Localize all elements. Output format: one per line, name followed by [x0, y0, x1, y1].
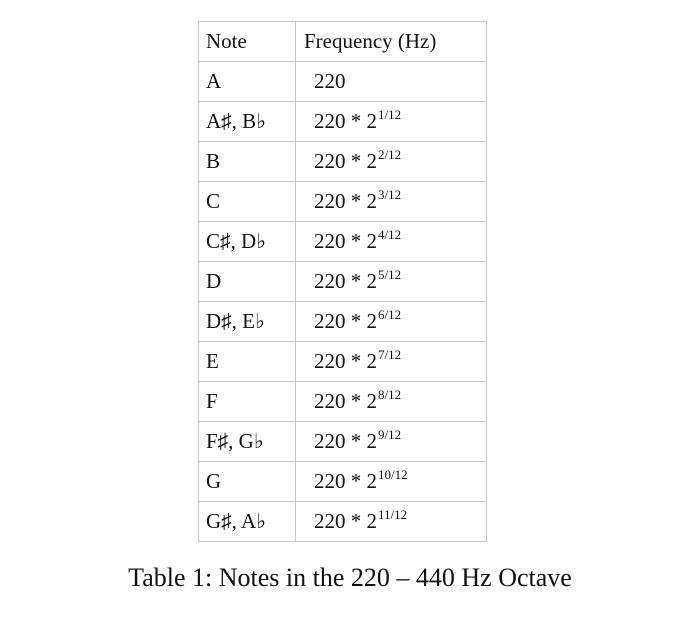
note-cell: D — [199, 262, 296, 302]
frequency-base: 220 — [314, 69, 346, 93]
note-cell: D♯, E♭ — [199, 302, 296, 342]
frequency-base: 220 * 2 — [314, 349, 377, 373]
frequency-exponent: 5/12 — [378, 267, 402, 282]
frequency-base: 220 * 2 — [314, 389, 377, 413]
frequency-cell — [296, 502, 487, 542]
frequency-cell — [296, 262, 487, 302]
notes-frequency-table — [198, 21, 487, 542]
frequency-cell — [296, 422, 487, 462]
note-cell: E — [199, 342, 296, 382]
frequency-exponent: 7/12 — [378, 347, 402, 362]
table-row — [199, 102, 487, 142]
frequency-cell — [296, 182, 487, 222]
table-body — [199, 62, 487, 542]
frequency-exponent: 6/12 — [378, 307, 402, 322]
frequency-base: 220 * 2 — [314, 189, 377, 213]
frequency-base: 220 * 2 — [314, 429, 377, 453]
frequency-exponent: 11/12 — [378, 507, 408, 522]
frequency-cell — [296, 462, 487, 502]
frequency-exponent: 9/12 — [378, 427, 402, 442]
note-cell: F — [199, 382, 296, 422]
table-header-row — [199, 22, 487, 62]
table-row — [199, 462, 487, 502]
note-cell: G♯, A♭ — [199, 502, 296, 542]
frequency-base: 220 * 2 — [314, 269, 377, 293]
table-row — [199, 382, 487, 422]
table-row — [199, 222, 487, 262]
frequency-base: 220 * 2 — [314, 109, 377, 133]
note-column-header: Note — [199, 22, 296, 62]
note-cell: A♯, B♭ — [199, 102, 296, 142]
note-cell: C — [199, 182, 296, 222]
note-cell: B — [199, 142, 296, 182]
frequency-cell — [296, 382, 487, 422]
table-row — [199, 502, 487, 542]
table-row — [199, 182, 487, 222]
frequency-base: 220 * 2 — [314, 509, 377, 533]
frequency-cell — [296, 62, 487, 102]
note-cell: C♯, D♭ — [199, 222, 296, 262]
note-cell: G — [199, 462, 296, 502]
frequency-exponent: 10/12 — [378, 467, 408, 482]
table-row — [199, 342, 487, 382]
table-row — [199, 142, 487, 182]
frequency-exponent: 8/12 — [378, 387, 402, 402]
frequency-base: 220 * 2 — [314, 149, 377, 173]
note-cell: F♯, G♭ — [199, 422, 296, 462]
frequency-base: 220 * 2 — [314, 469, 377, 493]
frequency-cell — [296, 342, 487, 382]
frequency-column-header: Frequency (Hz) — [296, 22, 487, 62]
frequency-exponent: 2/12 — [378, 147, 402, 162]
table-row — [199, 302, 487, 342]
table-row — [199, 422, 487, 462]
table-row — [199, 262, 487, 302]
frequency-exponent: 1/12 — [378, 107, 402, 122]
table-row — [199, 62, 487, 102]
frequency-exponent: 3/12 — [378, 187, 402, 202]
note-cell: A — [199, 62, 296, 102]
frequency-cell — [296, 222, 487, 262]
frequency-exponent: 4/12 — [378, 227, 402, 242]
frequency-base: 220 * 2 — [314, 309, 377, 333]
table-caption: Table 1: Notes in the 220 – 440 Hz Octave — [128, 563, 572, 592]
frequency-cell — [296, 302, 487, 342]
frequency-cell — [296, 102, 487, 142]
frequency-base: 220 * 2 — [314, 229, 377, 253]
frequency-cell — [296, 142, 487, 182]
